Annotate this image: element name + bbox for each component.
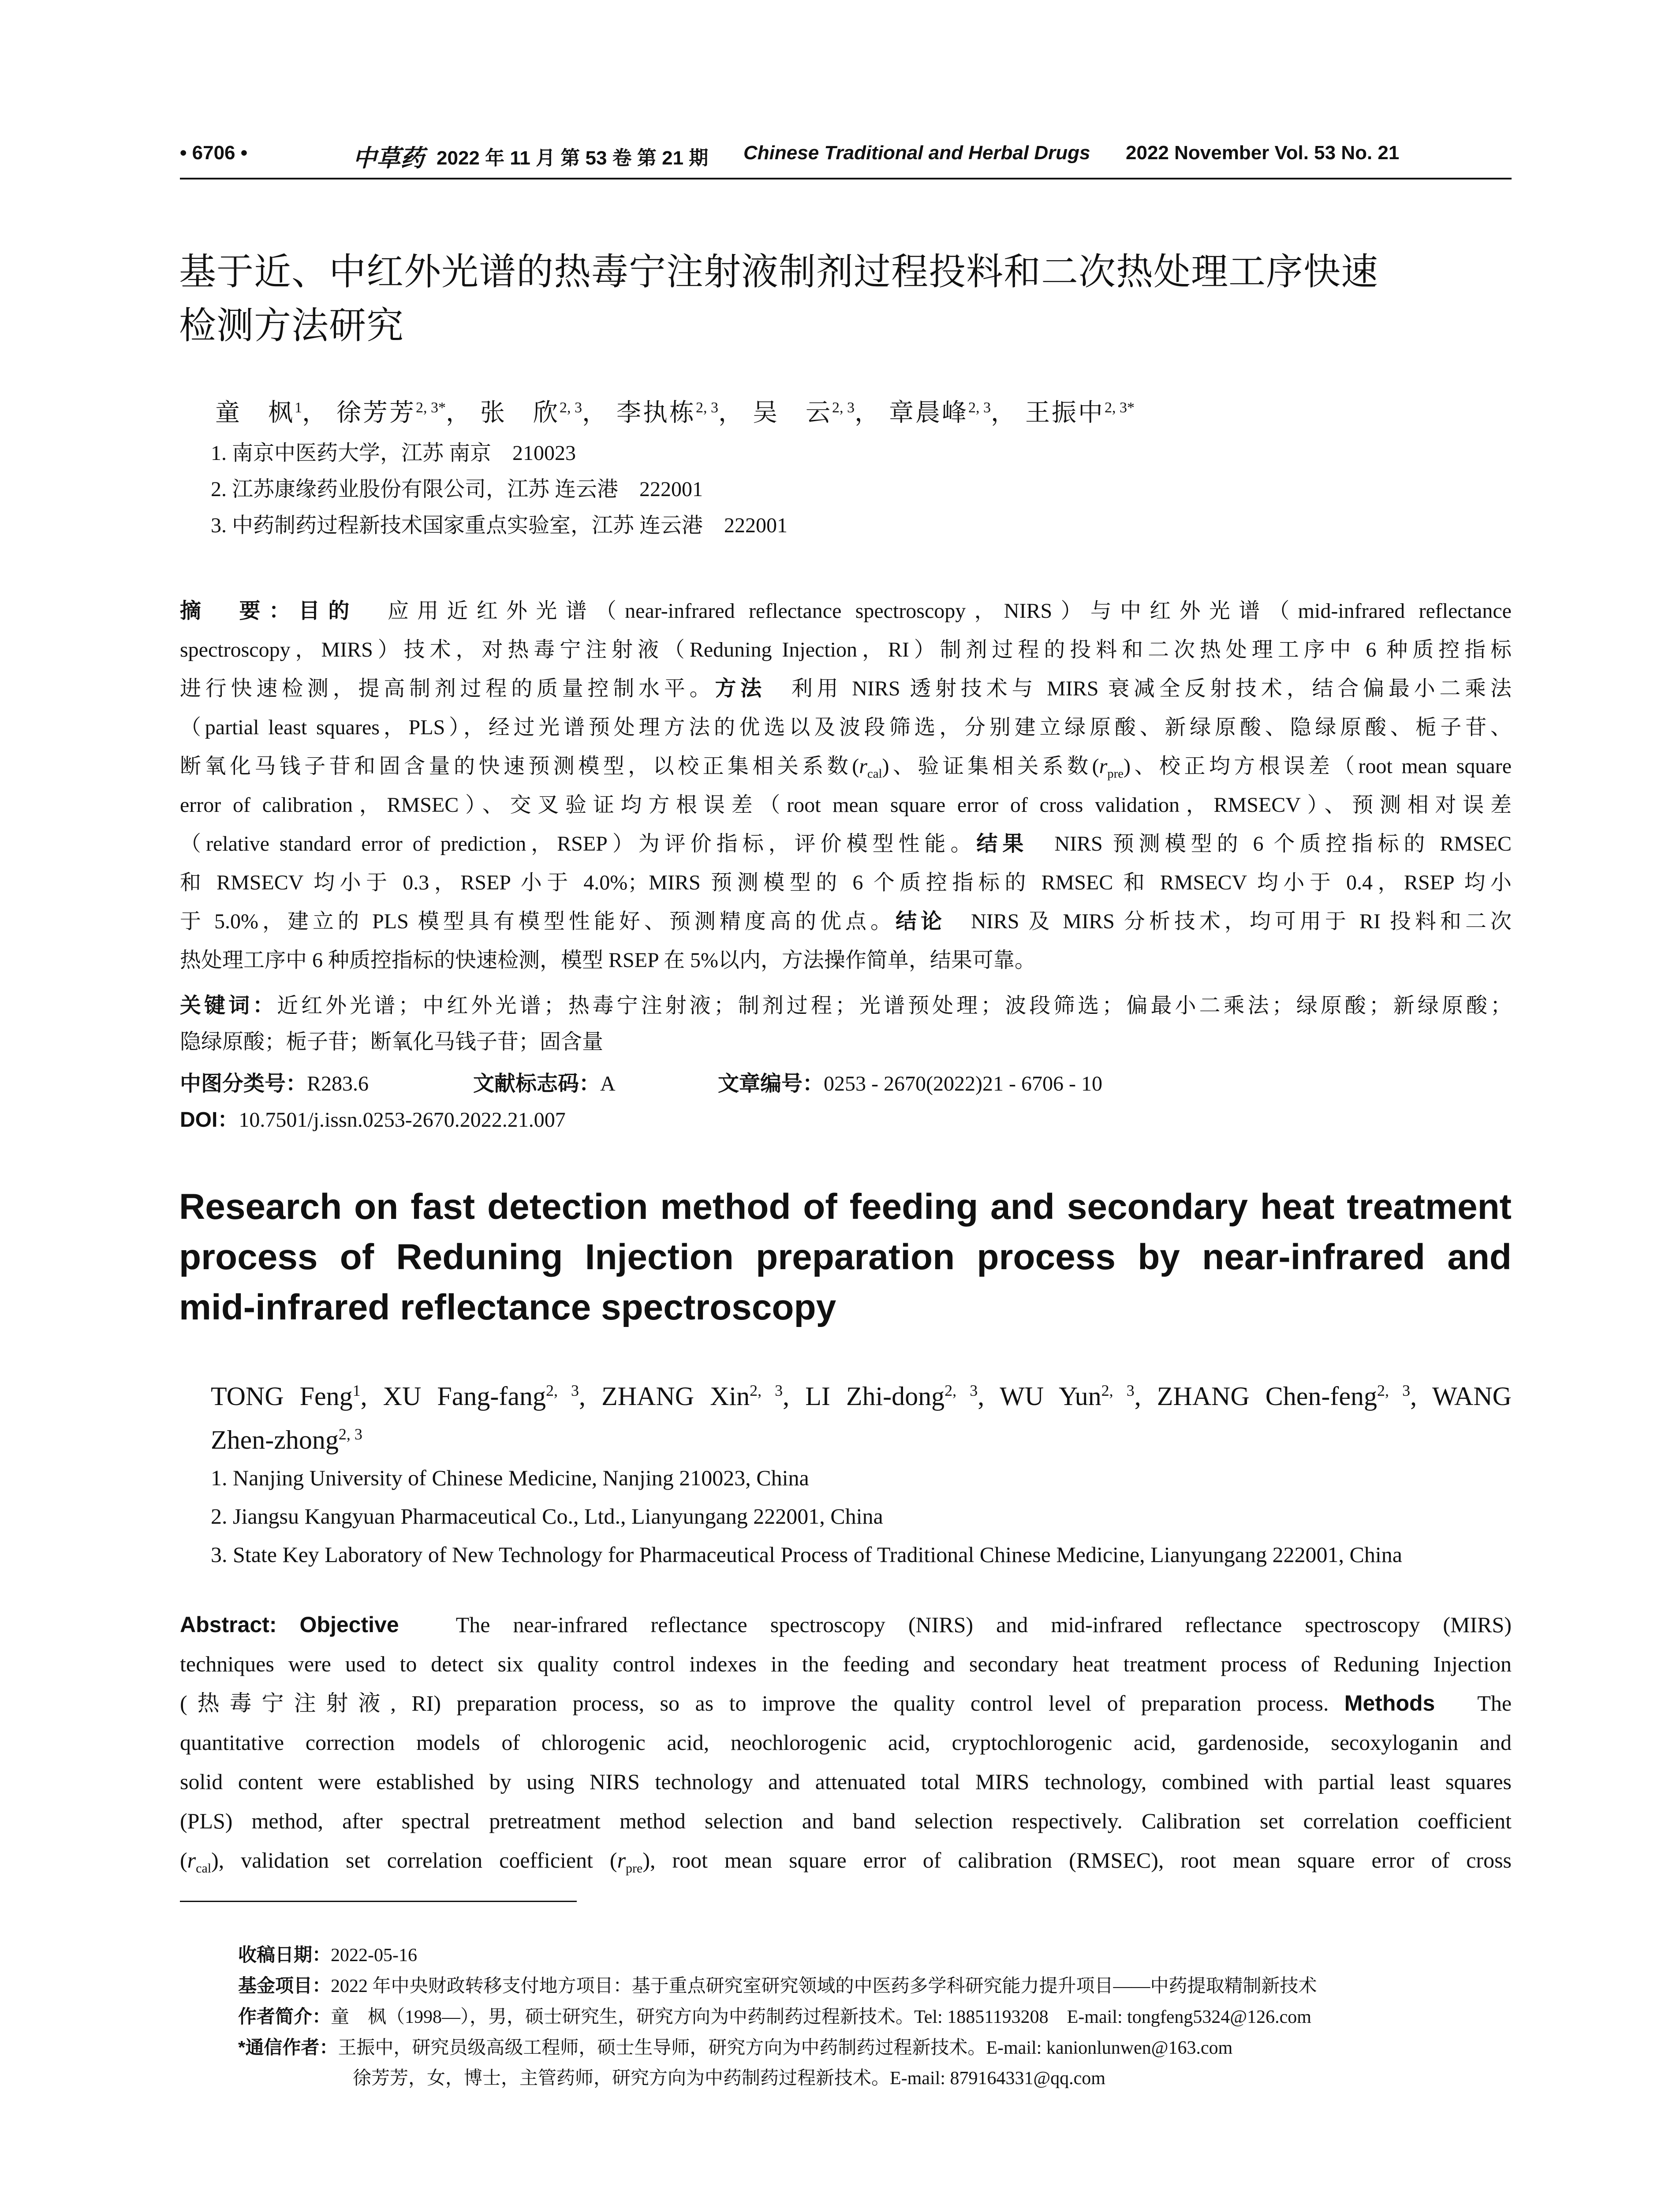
author-en: Zhen-zhong (211, 1425, 339, 1454)
abstract-cn-line (180, 902, 1512, 941)
keywords-text: 近红外光谱；中红外光谱；热毒宁注射液；制剂过程；光谱预处理；波段筛选；偏最小二乘法；绿原酸；新绿原酸； (277, 994, 1512, 1017)
abstract-en-text: ), validation set correlation coefficient ( (211, 1848, 617, 1872)
author-cn: 童 枫 (215, 399, 295, 427)
corresponding-label: *通信作者： (238, 2037, 338, 2058)
title-cn (179, 245, 1515, 352)
abstract-text: )、验证集相关系数( (882, 755, 1099, 778)
author-cn: 吴 云 (753, 399, 832, 427)
authors-cn: 童 枫$^1$， 徐芳芳$^{2, 3*}$， 张 欣$^{2, 3}$， 李执栋$^{2, 3}$， 吴 云$^{2, 3}$， 章晨峰$^{2, 3}$， 王振中$^{2, 3*}$ (215, 399, 1135, 427)
doi-value: 10.7501/j.issn.0253-2670.2022.21.007 (239, 1108, 566, 1132)
abstract-en-line (180, 1605, 1512, 1644)
bio-value: 童 枫（1998—），男，硕士研究生，研究方向为中药制药过程新技术。Tel: 18851193208 E-mail: tongfeng5324@126.com (331, 2007, 1311, 2027)
author-sup: 2, 3 (968, 400, 991, 416)
abstract-text: 断氧化马钱子苷和固含量的快速预测模型，以校正集相关系数( (180, 755, 859, 778)
abstract-text: 利用 NIRS 透射技术与 MIRS 衰减全反射技术，结合偏最小二乘法 (791, 677, 1512, 700)
abstract-cn-line (180, 592, 1512, 631)
doi-row (180, 1102, 566, 1138)
footnote-bio (238, 2001, 1311, 2033)
abstract-en-text: ( (180, 1848, 187, 1872)
article-label: 文章编号： (718, 1072, 824, 1095)
author-en: , WANG (1410, 1382, 1512, 1411)
author-sup: 2, 3 (1101, 1382, 1135, 1399)
keywords-cn (180, 988, 1512, 1060)
footnote-received (238, 1940, 417, 1971)
author-cn: 李执栋 (616, 399, 696, 427)
abstract-cn-line (180, 825, 1512, 863)
author-sup: 2, 3 (750, 1382, 783, 1399)
author-sup: 2, 3 (560, 400, 582, 416)
subscript: pre (626, 1861, 643, 1876)
author-cn: 徐芳芳 (336, 399, 416, 427)
subscript: cal (867, 766, 882, 781)
doc-value: A (600, 1072, 616, 1095)
abstract-en-line: (PLS) method, after spectral pretreatment method selection and band selection respectively. Calibration set correlation coefficient (180, 1809, 1512, 1833)
author-en: , LI Zhi-dong (783, 1382, 945, 1411)
abstract-cn-line: spectroscopy，MIRS）技术，对热毒宁注射液（Reduning Injection，RI）制剂过程的投料和二次热处理工序中 6 种质控指标 (180, 638, 1512, 662)
received-label: 收稿日期： (238, 1944, 331, 1965)
abstract-en-line: techniques were used to detect six quality control indexes in the feeding and secondary heat treatment process of Reduning Injection (180, 1652, 1512, 1676)
title-en-line-2: process of Reduning Injection preparation process by near-infrared and (179, 1237, 1512, 1277)
methods-en-label: Methods (1344, 1691, 1435, 1715)
subscript: cal (196, 1861, 212, 1876)
author-sup: 2, 3* (416, 400, 446, 416)
title-en (179, 1182, 1512, 1333)
affiliation-en-2: 2. Jiangsu Kangyuan Pharmaceutical Co., Ltd., Lianyungang 222001, China (211, 1504, 883, 1529)
doc-code (473, 1066, 616, 1102)
author-en: , ZHANG Chen-feng (1134, 1382, 1378, 1411)
page-number: • 6706 • (180, 142, 248, 164)
affiliation-cn-2: 2. 江苏康缘药业股份有限公司，江苏 连云港 222001 (211, 478, 703, 501)
issue-cn: 2022 年 11 月 第 53 卷 第 21 期 (437, 147, 709, 169)
affiliation-cn-1: 1. 南京中医药大学，江苏 南京 210023 (211, 441, 576, 465)
abstract-cn-line: （partial least squares，PLS），经过光谱预处理方法的优选以及波段筛选，分别建立绿原酸、新绿原酸、隐绿原酸、栀子苷、 (180, 716, 1512, 739)
abstract-en-label: Abstract: (180, 1612, 277, 1637)
conclusion-label: 结论 (896, 910, 946, 933)
abstract-text: )、校正均方根误差（root mean square (1124, 755, 1512, 778)
title-en-line-3: mid-infrared reflectance spectroscopy (179, 1287, 836, 1327)
abstract-text: 于 5.0%，建立的 PLS 模型具有模型性能好、预测精度高的优点。 (180, 910, 896, 933)
author-en: TONG Feng (211, 1382, 353, 1411)
journal-name-cn: 中草药 (353, 145, 424, 172)
affiliation-cn-3: 3. 中药制药过程新技术国家重点实验室，江苏 连云港 222001 (211, 514, 788, 537)
abstract-en-text: The (1477, 1691, 1512, 1715)
header-rule (180, 178, 1512, 179)
abstract-en-text: The near-infrared reflectance spectroscopy (NIRS) and mid-infrared reflectance spectroscopy (MIRS) (455, 1612, 1512, 1637)
author-sup: 1 (352, 1382, 361, 1399)
abstract-en-line (180, 1841, 1512, 1880)
affiliation-en-1: 1. Nanjing University of Chinese Medicine, Nanjing 210023, China (211, 1465, 809, 1490)
authors-en (211, 1372, 1512, 1459)
affiliation-en-3: 3. State Key Laboratory of New Technology for Pharmaceutical Process of Traditional Chinese Medicine, Lianyungang 222001, China (211, 1542, 1402, 1567)
keywords-label: 关键词： (180, 994, 277, 1017)
author-sup: 2, 3 (832, 400, 855, 416)
abstract-en (180, 1605, 1512, 1880)
keywords-line: 隐绿原酸；栀子苷；断氧化马钱子苷；固含量 (180, 1030, 604, 1054)
abstract-label: 摘 要： (180, 599, 299, 623)
author-sup: 2, 3 (1377, 1382, 1411, 1399)
abstract-en-text: ), root mean square error of calibration (RMSEC), root mean square error of cross (642, 1848, 1512, 1872)
author-sup: 1 (295, 400, 302, 416)
symbol-r: r (187, 1848, 196, 1872)
abstract-text: NIRS 预测模型的 6 个质控指标的 RMSEC (1054, 832, 1512, 856)
clc (180, 1066, 369, 1102)
abstract-en-text: (热毒宁注射液, RI) preparation process, so as to improve the quality control level of preparation process. (180, 1691, 1329, 1715)
objective-en-label: Objective (299, 1612, 399, 1637)
abstract-text: NIRS 及 MIRS 分析技术，均可用于 RI 投料和二次 (971, 910, 1512, 933)
objective-label: 目的 (299, 599, 358, 623)
abstract-cn-line: 和 RMSECV 均小于 0.3，RSEP 小于 4.0%；MIRS 预测模型的 6 个质控指标的 RMSEC 和 RMSECV 均小于 0.4，RSEP 均小 (180, 871, 1512, 894)
running-header (180, 142, 1512, 173)
classification-row (180, 1066, 1370, 1102)
abstract-cn-line (180, 669, 1512, 708)
methods-label: 方法 (715, 677, 766, 700)
clc-value: R283.6 (307, 1072, 369, 1095)
subscript: pre (1107, 766, 1124, 781)
footnote-fund (238, 1970, 1317, 2002)
clc-label: 中图分类号： (180, 1072, 307, 1095)
keywords-line (180, 988, 1512, 1024)
corresponding-value: 王振中，研究员级高级工程师，硕士生导师，研究方向为中药制药过程新技术。E-mail: kanionlunwen@163.com (338, 2038, 1233, 2058)
author-sup: 2, 3 (338, 1425, 362, 1443)
abstract-cn (180, 592, 1512, 980)
issue-en: 2022 November Vol. 53 No. 21 (1126, 142, 1400, 164)
author-sup: 2, 3 (696, 400, 718, 416)
title-cn-line-1: 基于近、中红外光谱的热毒宁注射液制剂过程投料和二次热处理工序快速 (179, 251, 1379, 292)
abstract-en-line: solid content were established by using NIRS technology and attenuated total MIRS technology, combined with partial least squares (180, 1769, 1512, 1794)
author-en: , ZHANG Xin (579, 1382, 750, 1411)
fund-value: 2022 年中央财政转移支付地方项目：基于重点研究室研究领域的中医药多学科研究能力提升项目——中药提取精制新技术 (331, 1976, 1317, 1996)
abstract-cn-line: 断氧化马钱子苷和固含量的快速预测模型，以校正集相关系数$(r_{cal})$、验证集相关系数$(r_{pre})$、校正均方根误差（root mean square (180, 755, 1512, 781)
author-sup: 2, 3 (945, 1382, 978, 1399)
author-cn: 王振中 (1025, 399, 1105, 427)
author-sup: 2, 3 (545, 1382, 579, 1399)
author-en: , XU Fang-fang (360, 1382, 546, 1411)
abstract-text: 进行快速检测，提高制剂过程的质量控制水平。 (180, 677, 715, 700)
footnote-corresponding-2: 徐芳芳，女，博士，主管药师，研究方向为中药制药过程新技术。E-mail: 879164331@qq.com (353, 2068, 1105, 2089)
article-number (718, 1066, 1102, 1102)
abstract-text: 应用近红外光谱（near-infrared reflectance spectroscopy，NIRS）与中红外光谱（mid-infrared reflectance (387, 599, 1512, 623)
footnote-corresponding (238, 2032, 1232, 2063)
doi-label: DOI： (180, 1108, 239, 1132)
authors-en-line-1 (211, 1372, 1512, 1415)
abstract-en-line: quantitative correction models of chlorogenic acid, neochlorogenic acid, cryptochlorogenic acid, gardenoside, secoxyloganin and (180, 1730, 1512, 1755)
symbol-r: r (617, 1848, 626, 1872)
article-value: 0253 - 2670(2022)21 - 6706 - 10 (824, 1072, 1102, 1095)
title-en-line-1: Research on fast detection method of feeding and secondary heat treatment (179, 1187, 1512, 1227)
bio-label: 作者简介： (238, 2006, 331, 2027)
author-sup: 2, 3* (1105, 400, 1135, 416)
authors-en-line-2 (211, 1415, 1512, 1459)
author-cn: 张 欣 (480, 399, 560, 427)
abstract-en-line (180, 1684, 1512, 1723)
doc-label: 文献标志码： (473, 1072, 601, 1095)
abstract-cn-line: error of calibration，RMSEC）、交叉验证均方根误差（root mean square error of cross validation，RMSECV）、预测相对误差 (180, 793, 1512, 817)
author-cn: 章晨峰 (889, 399, 968, 427)
abstract-text: （relative standard error of prediction，RSEP）为评价指标，评价模型性能。 (180, 832, 977, 856)
title-cn-line-2: 检测方法研究 (179, 305, 404, 346)
abstract-cn-line: 热处理工序中 6 种质控指标的快速检测，模型 RSEP 在 5%以内，方法操作简单，结果可靠。 (180, 949, 1036, 972)
author-en: , WU Yun (978, 1382, 1101, 1411)
received-value: 2022-05-16 (331, 1945, 417, 1966)
journal-name-en: Chinese Traditional and Herbal Drugs (743, 142, 1090, 164)
footnote-rule (180, 1901, 577, 1902)
results-label: 结果 (976, 832, 1029, 856)
fund-label: 基金项目： (238, 1975, 331, 1996)
